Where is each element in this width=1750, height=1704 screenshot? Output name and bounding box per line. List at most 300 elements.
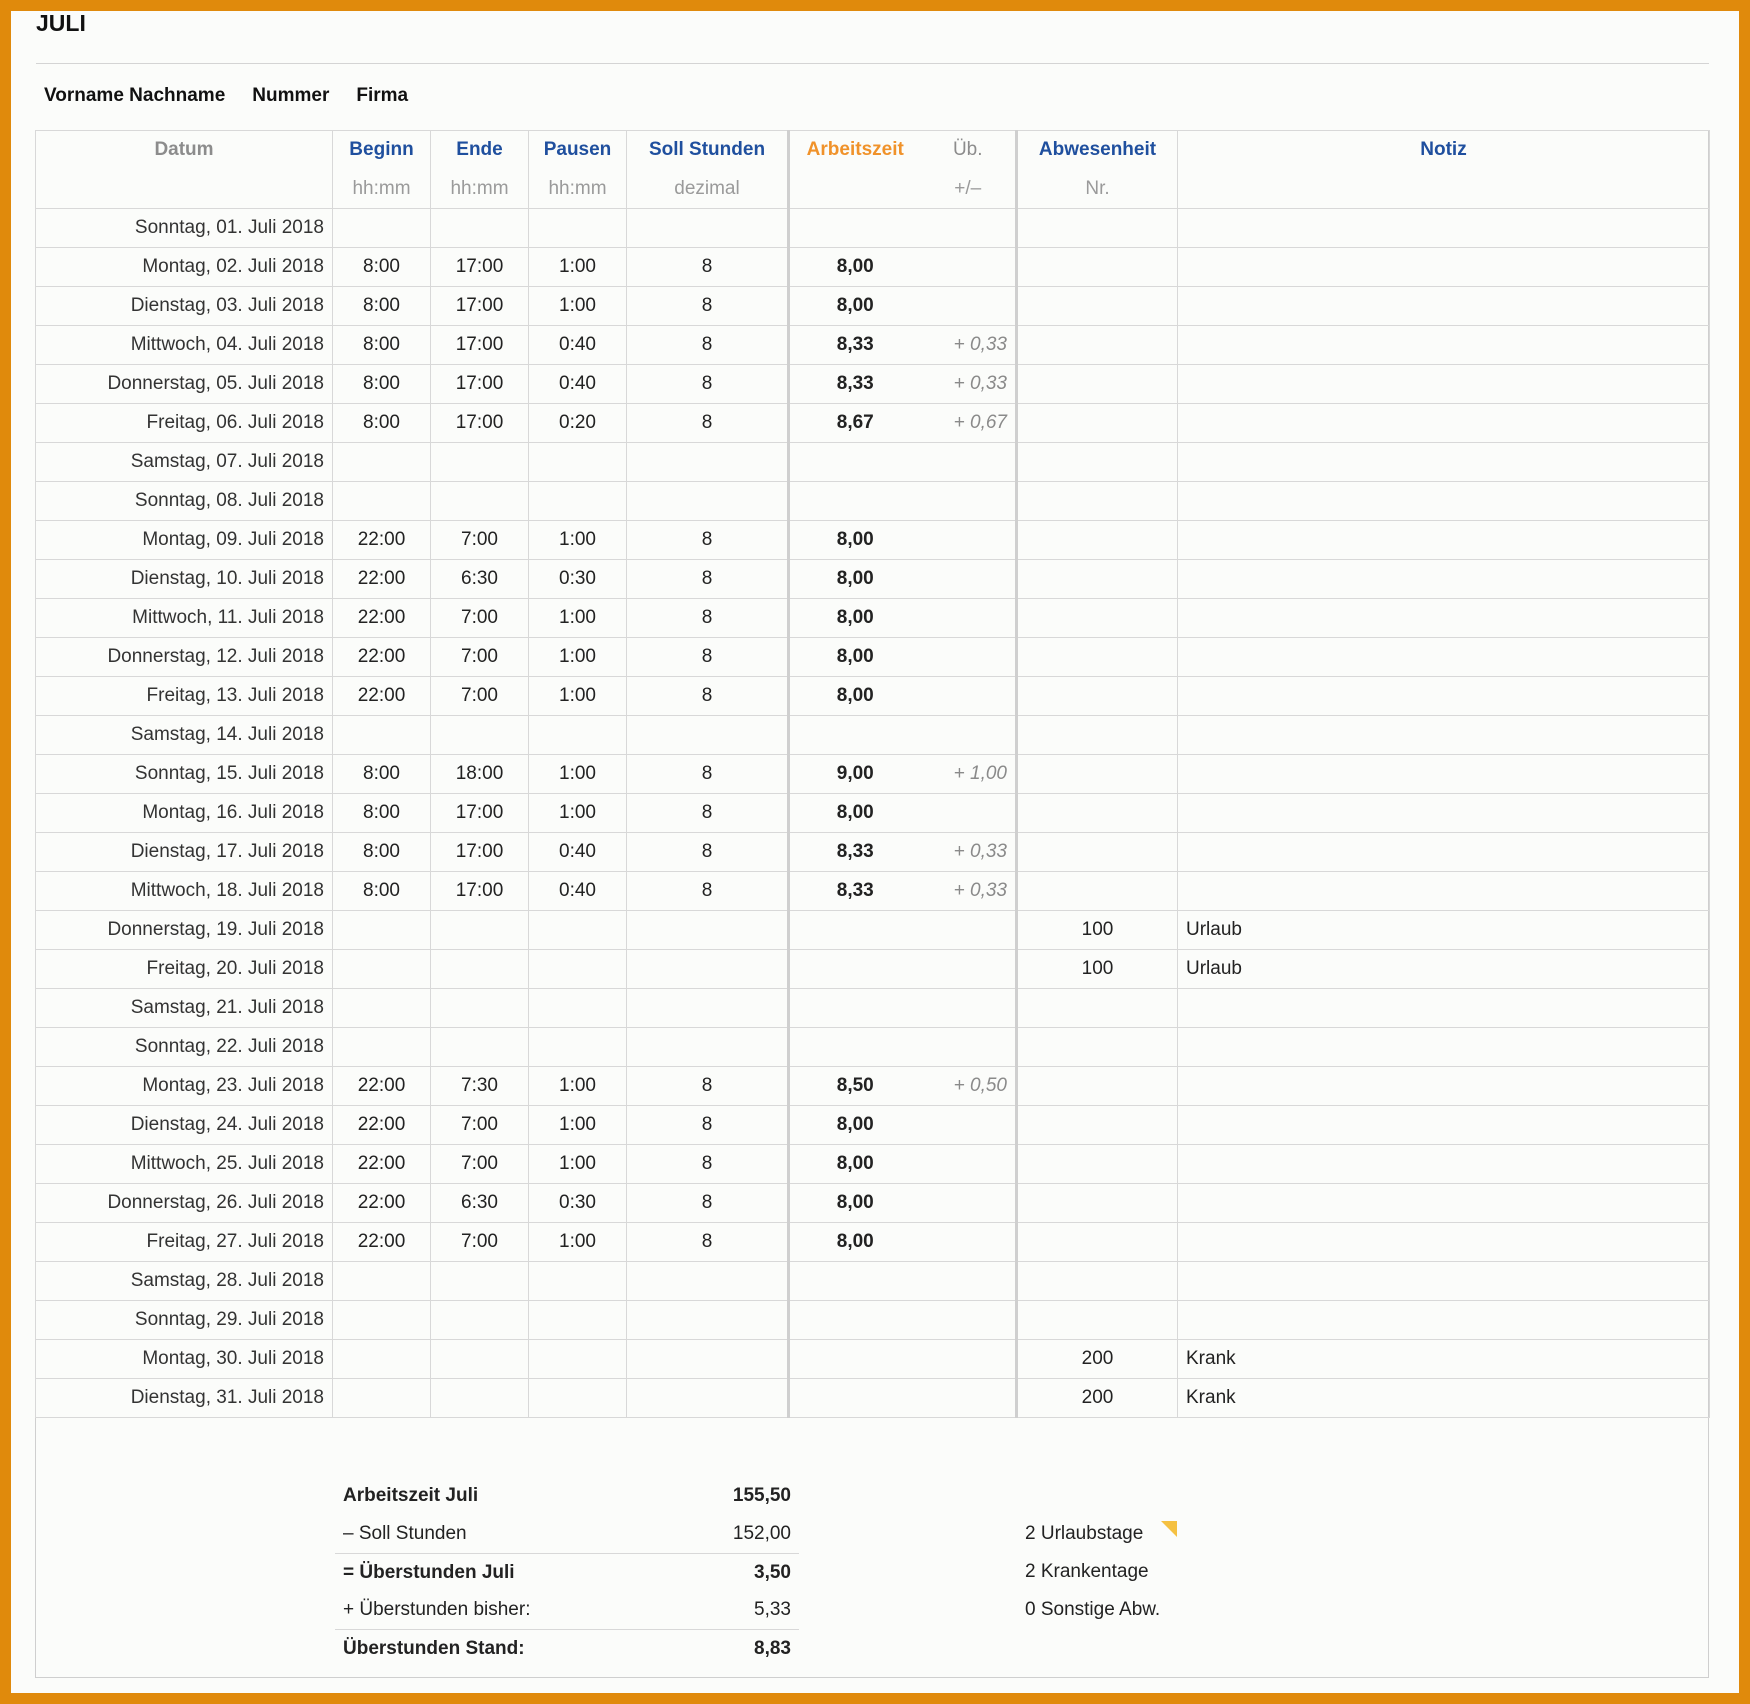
cell-pausen[interactable]: 1:00 — [529, 677, 627, 716]
cell-arbeitszeit[interactable]: 8,50 — [789, 1067, 921, 1106]
cell-beginn[interactable] — [333, 482, 431, 521]
cell-datum[interactable]: Montag, 16. Juli 2018 — [36, 794, 333, 833]
cell-notiz[interactable] — [1178, 326, 1710, 365]
cell-ueb[interactable] — [921, 1223, 1017, 1262]
cell-arbeitszeit[interactable] — [789, 1340, 921, 1379]
cell-ueb[interactable]: + 0,33 — [921, 833, 1017, 872]
cell-arbeitszeit[interactable] — [789, 1028, 921, 1067]
cell-ueb[interactable] — [921, 794, 1017, 833]
cell-datum[interactable]: Samstag, 28. Juli 2018 — [36, 1262, 333, 1301]
cell-datum[interactable]: Dienstag, 31. Juli 2018 — [36, 1379, 333, 1418]
cell-ende[interactable]: 17:00 — [431, 794, 529, 833]
cell-ende[interactable] — [431, 482, 529, 521]
cell-datum[interactable]: Donnerstag, 26. Juli 2018 — [36, 1184, 333, 1223]
cell-beginn[interactable] — [333, 911, 431, 950]
cell-soll[interactable]: 8 — [627, 677, 789, 716]
cell-datum[interactable]: Montag, 09. Juli 2018 — [36, 521, 333, 560]
cell-beginn[interactable]: 22:00 — [333, 1106, 431, 1145]
cell-soll[interactable]: 8 — [627, 365, 789, 404]
cell-notiz[interactable] — [1178, 521, 1710, 560]
cell-beginn[interactable]: 8:00 — [333, 326, 431, 365]
summary-value: 8,83 — [754, 1637, 791, 1659]
cell-notiz[interactable] — [1178, 209, 1710, 248]
cell-beginn[interactable] — [333, 716, 431, 755]
cell-datum[interactable]: Dienstag, 03. Juli 2018 — [36, 287, 333, 326]
cell-arbeitszeit[interactable]: 8,00 — [789, 1145, 921, 1184]
cell-arbeitszeit[interactable]: 8,00 — [789, 521, 921, 560]
cell-ende[interactable] — [431, 1379, 529, 1418]
cell-abwesenheit[interactable]: 200 — [1017, 1340, 1178, 1379]
cell-ende[interactable] — [431, 1262, 529, 1301]
cell-soll[interactable]: 8 — [627, 755, 789, 794]
cell-ende[interactable]: 6:30 — [431, 1184, 529, 1223]
cell-ueb[interactable] — [921, 677, 1017, 716]
cell-ende[interactable] — [431, 1340, 529, 1379]
cell-ende[interactable]: 7:30 — [431, 1067, 529, 1106]
cell-notiz[interactable]: Urlaub — [1178, 950, 1710, 989]
cell-ueb[interactable] — [921, 482, 1017, 521]
cell-soll[interactable]: 8 — [627, 638, 789, 677]
cell-ueb[interactable] — [921, 521, 1017, 560]
cell-soll[interactable]: 8 — [627, 1106, 789, 1145]
cell-soll[interactable]: 8 — [627, 872, 789, 911]
cell-ende[interactable] — [431, 716, 529, 755]
cell-notiz[interactable] — [1178, 1184, 1710, 1223]
cell-ueb[interactable] — [921, 1262, 1017, 1301]
cell-soll[interactable]: 8 — [627, 521, 789, 560]
cell-abwesenheit[interactable] — [1017, 404, 1178, 443]
cell-ende[interactable]: 7:00 — [431, 638, 529, 677]
cell-abwesenheit[interactable] — [1017, 1106, 1178, 1145]
cell-arbeitszeit[interactable]: 8,00 — [789, 1223, 921, 1262]
cell-datum[interactable]: Dienstag, 24. Juli 2018 — [36, 1106, 333, 1145]
cell-datum[interactable]: Dienstag, 17. Juli 2018 — [36, 833, 333, 872]
cell-arbeitszeit[interactable]: 8,67 — [789, 404, 921, 443]
cell-ueb[interactable] — [921, 209, 1017, 248]
cell-soll[interactable]: 8 — [627, 1184, 789, 1223]
cell-beginn[interactable]: 22:00 — [333, 521, 431, 560]
cell-beginn[interactable]: 22:00 — [333, 1184, 431, 1223]
cell-datum[interactable]: Dienstag, 10. Juli 2018 — [36, 560, 333, 599]
unit-ueb: +/– — [921, 170, 1017, 209]
cell-pausen[interactable]: 1:00 — [529, 1106, 627, 1145]
cell-beginn[interactable] — [333, 989, 431, 1028]
cell-soll[interactable] — [627, 1262, 789, 1301]
cell-notiz[interactable] — [1178, 248, 1710, 287]
cell-datum[interactable]: Mittwoch, 04. Juli 2018 — [36, 326, 333, 365]
cell-pausen[interactable] — [529, 1340, 627, 1379]
cell-pausen[interactable]: 0:40 — [529, 833, 627, 872]
cell-pausen[interactable] — [529, 716, 627, 755]
cell-soll[interactable] — [627, 443, 789, 482]
cell-pausen[interactable] — [529, 1262, 627, 1301]
cell-notiz[interactable] — [1178, 638, 1710, 677]
cell-abwesenheit[interactable] — [1017, 599, 1178, 638]
cell-abwesenheit[interactable] — [1017, 755, 1178, 794]
cell-beginn[interactable]: 22:00 — [333, 638, 431, 677]
cell-beginn[interactable]: 8:00 — [333, 755, 431, 794]
cell-pausen[interactable]: 1:00 — [529, 248, 627, 287]
cell-abwesenheit[interactable] — [1017, 716, 1178, 755]
cell-datum[interactable]: Montag, 23. Juli 2018 — [36, 1067, 333, 1106]
cell-notiz[interactable] — [1178, 1301, 1710, 1340]
summary-value: 155,50 — [732, 1485, 791, 1506]
table-row — [36, 989, 1710, 1028]
cell-soll[interactable]: 8 — [627, 1067, 789, 1106]
cell-ende[interactable]: 7:00 — [431, 521, 529, 560]
cell-pausen[interactable] — [529, 1301, 627, 1340]
cell-ueb[interactable] — [921, 287, 1017, 326]
cell-pausen[interactable] — [529, 950, 627, 989]
cell-abwesenheit[interactable] — [1017, 1028, 1178, 1067]
cell-abwesenheit[interactable] — [1017, 872, 1178, 911]
cell-datum[interactable]: Sonntag, 15. Juli 2018 — [36, 755, 333, 794]
cell-datum[interactable]: Freitag, 06. Juli 2018 — [36, 404, 333, 443]
cell-datum[interactable]: Freitag, 27. Juli 2018 — [36, 1223, 333, 1262]
cell-arbeitszeit[interactable] — [789, 1262, 921, 1301]
cell-ueb[interactable]: + 0,67 — [921, 404, 1017, 443]
cell-ende[interactable]: 7:00 — [431, 1145, 529, 1184]
cell-notiz[interactable] — [1178, 794, 1710, 833]
cell-notiz[interactable] — [1178, 443, 1710, 482]
cell-arbeitszeit[interactable] — [789, 950, 921, 989]
cell-notiz[interactable] — [1178, 482, 1710, 521]
cell-beginn[interactable] — [333, 1028, 431, 1067]
cell-beginn[interactable] — [333, 209, 431, 248]
cell-beginn[interactable]: 22:00 — [333, 1067, 431, 1106]
cell-notiz[interactable] — [1178, 755, 1710, 794]
cell-abwesenheit[interactable] — [1017, 521, 1178, 560]
cell-ueb[interactable] — [921, 1379, 1017, 1418]
cell-ueb[interactable] — [921, 560, 1017, 599]
cell-ende[interactable] — [431, 911, 529, 950]
table-row — [36, 950, 1710, 989]
cell-abwesenheit[interactable] — [1017, 1262, 1178, 1301]
cell-pausen[interactable]: 1:00 — [529, 1145, 627, 1184]
cell-soll[interactable] — [627, 1028, 789, 1067]
cell-abwesenheit[interactable] — [1017, 989, 1178, 1028]
cell-ende[interactable]: 17:00 — [431, 833, 529, 872]
cell-ende[interactable]: 17:00 — [431, 248, 529, 287]
cell-notiz[interactable] — [1178, 872, 1710, 911]
cell-arbeitszeit[interactable]: 9,00 — [789, 755, 921, 794]
cell-arbeitszeit[interactable]: 8,00 — [789, 560, 921, 599]
cell-soll[interactable] — [627, 482, 789, 521]
cell-abwesenheit[interactable] — [1017, 1301, 1178, 1340]
cell-ueb[interactable] — [921, 716, 1017, 755]
cell-datum[interactable]: Sonntag, 01. Juli 2018 — [36, 209, 333, 248]
cell-abwesenheit[interactable] — [1017, 1145, 1178, 1184]
cell-arbeitszeit[interactable]: 8,33 — [789, 326, 921, 365]
cell-soll[interactable] — [627, 989, 789, 1028]
cell-arbeitszeit[interactable] — [789, 911, 921, 950]
table-row — [36, 365, 1710, 404]
cell-notiz[interactable] — [1178, 989, 1710, 1028]
cell-ueb[interactable] — [921, 911, 1017, 950]
cell-pausen[interactable]: 1:00 — [529, 599, 627, 638]
cell-datum[interactable]: Sonntag, 08. Juli 2018 — [36, 482, 333, 521]
cell-notiz[interactable] — [1178, 677, 1710, 716]
cell-datum[interactable]: Samstag, 07. Juli 2018 — [36, 443, 333, 482]
cell-soll[interactable] — [627, 209, 789, 248]
cell-ueb[interactable] — [921, 248, 1017, 287]
cell-ueb[interactable] — [921, 638, 1017, 677]
absence-summary — [1025, 1477, 1160, 1629]
cell-ende[interactable]: 18:00 — [431, 755, 529, 794]
cell-pausen[interactable]: 1:00 — [529, 755, 627, 794]
cell-ueb[interactable] — [921, 1301, 1017, 1340]
cell-notiz[interactable] — [1178, 716, 1710, 755]
cell-datum[interactable]: Montag, 02. Juli 2018 — [36, 248, 333, 287]
cell-beginn[interactable]: 22:00 — [333, 677, 431, 716]
cell-notiz[interactable] — [1178, 365, 1710, 404]
cell-datum[interactable]: Mittwoch, 11. Juli 2018 — [36, 599, 333, 638]
cell-arbeitszeit[interactable]: 8,00 — [789, 1106, 921, 1145]
cell-ende[interactable]: 17:00 — [431, 872, 529, 911]
cell-soll[interactable]: 8 — [627, 1145, 789, 1184]
cell-arbeitszeit[interactable]: 8,33 — [789, 365, 921, 404]
cell-ueb[interactable]: + 0,33 — [921, 326, 1017, 365]
table-row — [36, 248, 1710, 287]
cell-pausen[interactable]: 0:40 — [529, 365, 627, 404]
cell-beginn[interactable] — [333, 443, 431, 482]
cell-ende[interactable] — [431, 209, 529, 248]
cell-beginn[interactable]: 8:00 — [333, 872, 431, 911]
cell-ende[interactable] — [431, 1301, 529, 1340]
cell-notiz[interactable] — [1178, 1262, 1710, 1301]
cell-ueb[interactable]: + 1,00 — [921, 755, 1017, 794]
cell-arbeitszeit[interactable] — [789, 482, 921, 521]
unit-arbeitszeit — [789, 170, 921, 209]
cell-datum[interactable]: Donnerstag, 19. Juli 2018 — [36, 911, 333, 950]
cell-ueb[interactable] — [921, 1145, 1017, 1184]
cell-soll[interactable]: 8 — [627, 248, 789, 287]
cell-ende[interactable] — [431, 950, 529, 989]
cell-ende[interactable]: 17:00 — [431, 326, 529, 365]
cell-beginn[interactable] — [333, 1301, 431, 1340]
cell-beginn[interactable] — [333, 950, 431, 989]
cell-soll[interactable]: 8 — [627, 326, 789, 365]
cell-pausen[interactable] — [529, 443, 627, 482]
cell-arbeitszeit[interactable]: 8,33 — [789, 872, 921, 911]
cell-notiz[interactable] — [1178, 1028, 1710, 1067]
cell-ende[interactable]: 17:00 — [431, 287, 529, 326]
cell-ende[interactable]: 7:00 — [431, 1106, 529, 1145]
cell-soll[interactable]: 8 — [627, 833, 789, 872]
cell-abwesenheit[interactable] — [1017, 248, 1178, 287]
cell-ueb[interactable] — [921, 443, 1017, 482]
table-body — [36, 209, 1710, 1418]
cell-ende[interactable]: 6:30 — [431, 560, 529, 599]
cell-abwesenheit[interactable]: 200 — [1017, 1379, 1178, 1418]
cell-beginn[interactable] — [333, 1262, 431, 1301]
cell-notiz[interactable] — [1178, 1067, 1710, 1106]
cell-notiz[interactable] — [1178, 833, 1710, 872]
cell-notiz[interactable] — [1178, 1106, 1710, 1145]
cell-soll[interactable] — [627, 716, 789, 755]
cell-arbeitszeit[interactable] — [789, 209, 921, 248]
cell-ende[interactable] — [431, 1028, 529, 1067]
cell-notiz[interactable] — [1178, 1145, 1710, 1184]
summary-label: = Überstunden Juli — [343, 1561, 515, 1583]
cell-arbeitszeit[interactable]: 8,00 — [789, 638, 921, 677]
cell-pausen[interactable]: 1:00 — [529, 1067, 627, 1106]
cell-ueb[interactable] — [921, 1184, 1017, 1223]
cell-ende[interactable] — [431, 989, 529, 1028]
cell-soll[interactable] — [627, 950, 789, 989]
cell-datum[interactable]: Montag, 30. Juli 2018 — [36, 1340, 333, 1379]
absence-sonstige: 0 Sonstige Abw. — [1025, 1599, 1161, 1620]
cell-abwesenheit[interactable] — [1017, 1184, 1178, 1223]
cell-datum[interactable]: Donnerstag, 12. Juli 2018 — [36, 638, 333, 677]
cell-abwesenheit[interactable] — [1017, 833, 1178, 872]
cell-soll[interactable] — [627, 1379, 789, 1418]
cell-abwesenheit[interactable] — [1017, 482, 1178, 521]
cell-pausen[interactable]: 1:00 — [529, 287, 627, 326]
cell-arbeitszeit[interactable]: 8,00 — [789, 248, 921, 287]
cell-arbeitszeit[interactable]: 8,33 — [789, 833, 921, 872]
cell-ende[interactable] — [431, 443, 529, 482]
table-row — [36, 560, 1710, 599]
cell-pausen[interactable]: 0:40 — [529, 872, 627, 911]
cell-datum[interactable]: Donnerstag, 05. Juli 2018 — [36, 365, 333, 404]
cell-ende[interactable]: 17:00 — [431, 404, 529, 443]
cell-pausen[interactable]: 1:00 — [529, 1223, 627, 1262]
employee-info — [44, 85, 435, 107]
table-row — [36, 833, 1710, 872]
cell-abwesenheit[interactable] — [1017, 1223, 1178, 1262]
cell-arbeitszeit[interactable] — [789, 716, 921, 755]
cell-abwesenheit[interactable] — [1017, 443, 1178, 482]
cell-datum[interactable]: Samstag, 14. Juli 2018 — [36, 716, 333, 755]
cell-soll[interactable]: 8 — [627, 1223, 789, 1262]
cell-pausen[interactable]: 0:30 — [529, 560, 627, 599]
cell-ueb[interactable] — [921, 989, 1017, 1028]
cell-ueb[interactable] — [921, 599, 1017, 638]
cell-notiz[interactable]: Krank — [1178, 1340, 1710, 1379]
cell-soll[interactable]: 8 — [627, 560, 789, 599]
cell-soll[interactable]: 8 — [627, 287, 789, 326]
cell-pausen[interactable]: 1:00 — [529, 521, 627, 560]
cell-pausen[interactable] — [529, 209, 627, 248]
cell-abwesenheit[interactable] — [1017, 560, 1178, 599]
comment-marker-icon — [1161, 1521, 1177, 1537]
cell-datum[interactable]: Mittwoch, 25. Juli 2018 — [36, 1145, 333, 1184]
cell-pausen[interactable]: 0:30 — [529, 1184, 627, 1223]
cell-soll[interactable]: 8 — [627, 794, 789, 833]
cell-soll[interactable] — [627, 911, 789, 950]
cell-beginn[interactable]: 22:00 — [333, 1223, 431, 1262]
cell-notiz[interactable]: Krank — [1178, 1379, 1710, 1418]
cell-soll[interactable]: 8 — [627, 599, 789, 638]
cell-ueb[interactable]: + 0,33 — [921, 872, 1017, 911]
cell-abwesenheit[interactable] — [1017, 1067, 1178, 1106]
cell-beginn[interactable]: 22:00 — [333, 599, 431, 638]
cell-datum[interactable]: Mittwoch, 18. Juli 2018 — [36, 872, 333, 911]
cell-notiz[interactable] — [1178, 404, 1710, 443]
cell-arbeitszeit[interactable] — [789, 443, 921, 482]
cell-abwesenheit[interactable]: 100 — [1017, 911, 1178, 950]
cell-datum[interactable]: Freitag, 13. Juli 2018 — [36, 677, 333, 716]
cell-arbeitszeit[interactable]: 8,00 — [789, 599, 921, 638]
cell-ueb[interactable]: + 0,50 — [921, 1067, 1017, 1106]
cell-notiz[interactable] — [1178, 560, 1710, 599]
cell-pausen[interactable] — [529, 989, 627, 1028]
cell-arbeitszeit[interactable]: 8,00 — [789, 794, 921, 833]
cell-ueb[interactable]: + 0,33 — [921, 365, 1017, 404]
cell-notiz[interactable]: Urlaub — [1178, 911, 1710, 950]
cell-pausen[interactable] — [529, 1379, 627, 1418]
cell-abwesenheit[interactable] — [1017, 209, 1178, 248]
table-row — [36, 1379, 1710, 1418]
cell-pausen[interactable]: 0:20 — [529, 404, 627, 443]
table-row — [36, 404, 1710, 443]
cell-beginn[interactable]: 8:00 — [333, 248, 431, 287]
cell-arbeitszeit[interactable] — [789, 1301, 921, 1340]
cell-soll[interactable]: 8 — [627, 404, 789, 443]
cell-soll[interactable] — [627, 1301, 789, 1340]
cell-pausen[interactable] — [529, 482, 627, 521]
cell-abwesenheit[interactable] — [1017, 638, 1178, 677]
cell-pausen[interactable]: 0:40 — [529, 326, 627, 365]
cell-ueb[interactable] — [921, 950, 1017, 989]
cell-beginn[interactable]: 8:00 — [333, 287, 431, 326]
cell-arbeitszeit[interactable]: 8,00 — [789, 1184, 921, 1223]
cell-ende[interactable]: 7:00 — [431, 677, 529, 716]
cell-abwesenheit[interactable]: 100 — [1017, 950, 1178, 989]
cell-arbeitszeit[interactable]: 8,00 — [789, 677, 921, 716]
cell-pausen[interactable]: 1:00 — [529, 794, 627, 833]
cell-arbeitszeit[interactable] — [789, 1379, 921, 1418]
cell-abwesenheit[interactable] — [1017, 677, 1178, 716]
cell-pausen[interactable] — [529, 1028, 627, 1067]
cell-notiz[interactable] — [1178, 599, 1710, 638]
cell-abwesenheit[interactable] — [1017, 365, 1178, 404]
cell-datum[interactable]: Freitag, 20. Juli 2018 — [36, 950, 333, 989]
cell-beginn[interactable]: 22:00 — [333, 1145, 431, 1184]
cell-abwesenheit[interactable] — [1017, 287, 1178, 326]
cell-pausen[interactable] — [529, 911, 627, 950]
cell-datum[interactable]: Sonntag, 22. Juli 2018 — [36, 1028, 333, 1067]
cell-datum[interactable]: Sonntag, 29. Juli 2018 — [36, 1301, 333, 1340]
cell-ueb[interactable] — [921, 1028, 1017, 1067]
cell-beginn[interactable]: 22:00 — [333, 560, 431, 599]
cell-soll[interactable] — [627, 1340, 789, 1379]
summary-soll — [335, 1515, 799, 1553]
cell-ueb[interactable] — [921, 1106, 1017, 1145]
cell-beginn[interactable] — [333, 1340, 431, 1379]
cell-arbeitszeit[interactable] — [789, 989, 921, 1028]
cell-abwesenheit[interactable] — [1017, 794, 1178, 833]
cell-beginn[interactable]: 8:00 — [333, 404, 431, 443]
cell-notiz[interactable] — [1178, 1223, 1710, 1262]
cell-datum[interactable]: Samstag, 21. Juli 2018 — [36, 989, 333, 1028]
cell-ende[interactable]: 7:00 — [431, 1223, 529, 1262]
cell-abwesenheit[interactable] — [1017, 326, 1178, 365]
cell-ende[interactable]: 17:00 — [431, 365, 529, 404]
cell-beginn[interactable]: 8:00 — [333, 833, 431, 872]
cell-ueb[interactable] — [921, 1340, 1017, 1379]
timesheet-table — [35, 130, 1710, 1418]
cell-pausen[interactable]: 1:00 — [529, 638, 627, 677]
cell-beginn[interactable]: 8:00 — [333, 365, 431, 404]
col-header-ende: Ende — [431, 131, 529, 170]
cell-ende[interactable]: 7:00 — [431, 599, 529, 638]
cell-notiz[interactable] — [1178, 287, 1710, 326]
cell-beginn[interactable] — [333, 1379, 431, 1418]
cell-arbeitszeit[interactable]: 8,00 — [789, 287, 921, 326]
cell-beginn[interactable]: 8:00 — [333, 794, 431, 833]
